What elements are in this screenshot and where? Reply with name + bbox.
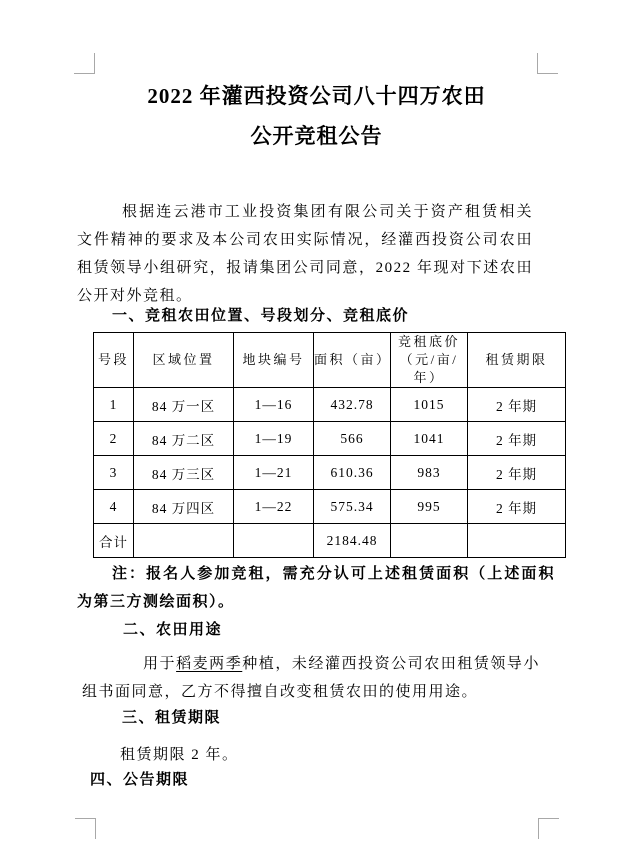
table-cell: 1—21 (234, 456, 314, 490)
table-cell: 84 万三区 (134, 456, 234, 490)
table-cell: 3 (94, 456, 134, 490)
table-cell: 610.36 (314, 456, 391, 490)
table-cell: 2 年期 (468, 422, 566, 456)
section-4-heading: 四、公告期限 (90, 772, 190, 788)
table-cell: 4 (94, 490, 134, 524)
section-3-paragraph: 租赁期限 2 年。 (120, 747, 239, 763)
note-paragraph: 注：报名人参加竞租，需充分认可上述租赁面积（上述面积为第三方测绘面积）。 (77, 566, 555, 610)
table-header-cell-area-location: 区域位置 (134, 333, 234, 388)
table-cell: 1—16 (234, 388, 314, 422)
crop-mark-bottom-left (75, 818, 96, 839)
section-2-text-after: 种植，未经灌西投资公司农田租赁领导小组书面同意，乙方不得擅自改变租赁农田的使用用途。 (82, 656, 540, 700)
table-cell: 2 年期 (468, 490, 566, 524)
table-header-cell-plot-number: 地块编号 (234, 333, 314, 388)
section-2-paragraph (82, 650, 540, 706)
table-cell: 575.34 (314, 490, 391, 524)
intro-paragraph: 根据连云港市工业投资集团有限公司关于资产租赁相关文件精神的要求及本公司农田实际情况，经灌西投资公司农田租赁领导小组研究，报请集团公司同意，2022 年现对下述农田公开对外竞租。 (77, 204, 533, 304)
table-cell: 995 (391, 490, 468, 524)
section-3-heading: 三、租赁期限 (122, 710, 222, 726)
rent-table (93, 332, 566, 558)
section-2-text-before: 用于 (143, 656, 177, 672)
table-cell (134, 524, 234, 558)
table-row (94, 388, 566, 422)
table-cell: 84 万一区 (134, 388, 234, 422)
table-total-row (94, 524, 566, 558)
table-cell: 1015 (391, 388, 468, 422)
table-cell: 2 年期 (468, 456, 566, 490)
base-price-line2: （元/亩/年） (399, 352, 459, 385)
table-cell: 566 (314, 422, 391, 456)
table-cell: 1—19 (234, 422, 314, 456)
table-cell: 84 万二区 (134, 422, 234, 456)
document-title-line2: 公开竞租公告 (250, 124, 383, 148)
table-cell: 合计 (94, 524, 134, 558)
crop-mark-top-right (537, 53, 558, 74)
table-cell (234, 524, 314, 558)
table-header-cell-area-mu: 面积（亩） (314, 333, 391, 388)
table-cell: 2 年期 (468, 388, 566, 422)
table-row (94, 456, 566, 490)
section-2-underlined-text: 稻麦两季 (176, 656, 243, 672)
crop-mark-bottom-right (538, 818, 559, 839)
table-row (94, 422, 566, 456)
table-header-cell-segment: 号段 (94, 333, 134, 388)
table-cell (468, 524, 566, 558)
section-1-heading: 一、竞租农田位置、号段划分、竞租底价 (112, 308, 410, 324)
table-cell: 84 万四区 (134, 490, 234, 524)
table-cell (391, 524, 468, 558)
document-title (0, 76, 633, 156)
table-cell: 1—22 (234, 490, 314, 524)
table-cell: 432.78 (314, 388, 391, 422)
table-cell: 2184.48 (314, 524, 391, 558)
base-price-line1: 竞租底价 (397, 334, 460, 349)
table-header-cell-base-price (391, 333, 468, 388)
table-cell: 983 (391, 456, 468, 490)
table-header-row (94, 333, 566, 388)
table-cell: 1 (94, 388, 134, 422)
section-2-heading: 二、农田用途 (123, 622, 223, 638)
table-row (94, 490, 566, 524)
table-header-cell-lease-term: 租赁期限 (468, 333, 566, 388)
table-cell: 2 (94, 422, 134, 456)
crop-mark-top-left (74, 53, 95, 74)
table-cell: 1041 (391, 422, 468, 456)
document-title-line1: 2022 年灌西投资公司八十四万农田 (147, 84, 486, 108)
